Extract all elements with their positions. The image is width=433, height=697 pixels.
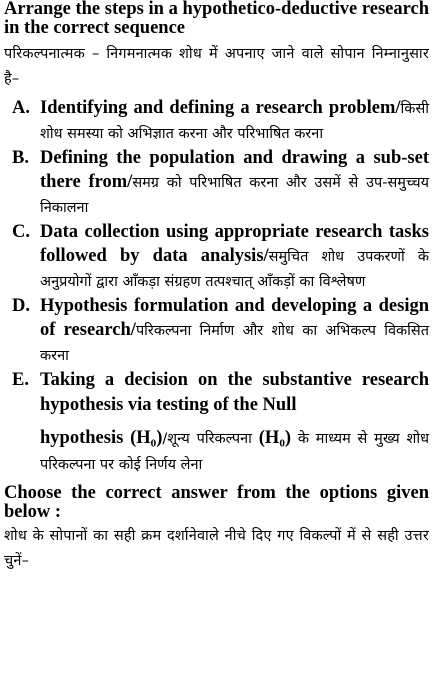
option-b[interactable] [4, 146, 429, 220]
options-list [4, 96, 429, 478]
option-d-hindi: परिकल्पना निर्माण और शोध का अभिकल्प विकसित करना [40, 323, 429, 364]
option-a-english: Identifying and defining a research problem/ [40, 98, 401, 118]
option-letter: A. [12, 98, 30, 118]
option-c[interactable] [4, 220, 429, 294]
option-c-english: Data collection using appropriate research tasks followed by data analysis/ [40, 222, 429, 266]
option-e-hindi-mid: /शून्य परिकल्पना [162, 431, 252, 447]
option-b-english: Defining the population and drawing a sub-set there from/ [40, 148, 429, 192]
question-hindi: परिकल्पनात्मक – निगमनात्मक शोध में अपनाए जाने वाले सोपान निम्नानुसार है– [4, 46, 429, 87]
option-letter: C. [12, 222, 30, 242]
option-text [40, 368, 429, 478]
question-title: Arrange the steps in a hypothetico-deductive research in the correct sequence [4, 0, 429, 38]
option-e[interactable] [4, 368, 429, 478]
option-letter: B. [12, 148, 29, 168]
option-e-hypothesis: hypothesis [40, 428, 124, 448]
option-e-english: Taking a decision on the substantive research hypothesis via testing of the Null [40, 370, 429, 415]
option-text [40, 220, 429, 294]
option-e-h0-2: (H₀) [258, 428, 292, 448]
choose-instruction-hindi: शोध के सोपानों का सही क्रम दर्शानेवाले नीचे दिए गए विकल्पों में से सही उत्तर चुनें– [4, 528, 429, 569]
option-d-english: Hypothesis formulation and developing a design of research/ [40, 296, 429, 340]
option-text [40, 146, 429, 220]
option-letter: E. [12, 370, 29, 390]
option-a[interactable] [4, 96, 429, 146]
option-b-hindi: समग्र को परिभाषित करना और उसमें से उप-समुच्चय निकालना [40, 175, 429, 216]
option-text [40, 96, 429, 146]
option-e-hindi: के माध्यम से मुख्य शोध परिकल्पना पर कोई निर्णय लेना [40, 431, 430, 473]
option-c-hindi: समुचित शोध उपकरणों के अनुप्रयोगों द्वारा आँकड़ा संग्रहण तत्पश्चात् आँकड़ों का विश्लेषण [40, 249, 429, 290]
option-e-h0: (H₀) [130, 428, 163, 448]
choose-instruction: Choose the correct answer from the options given below : [4, 483, 429, 522]
option-a-hindi: किसी शोध समस्या को अभिज्ञात करना और परिभाषित करना [40, 101, 429, 142]
option-d[interactable] [4, 294, 429, 368]
option-letter: D. [12, 296, 30, 316]
option-text [40, 294, 429, 368]
